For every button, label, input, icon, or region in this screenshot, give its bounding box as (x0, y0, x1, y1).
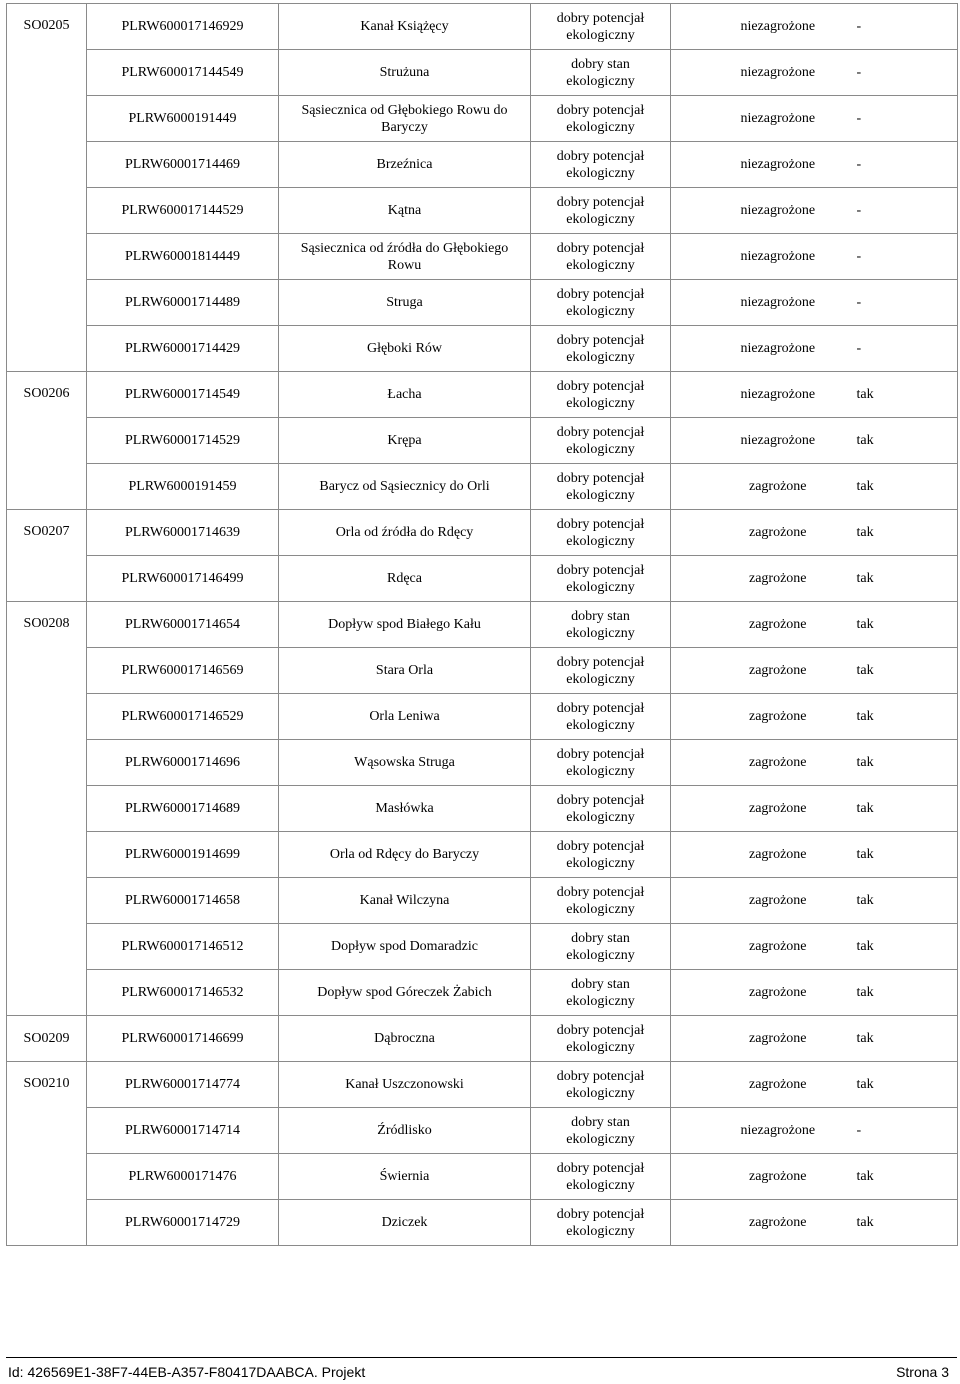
state-line-1: dobry potencjał (556, 700, 645, 716)
state-line-2: ekologiczny (566, 73, 635, 89)
water-body-code-cell: PLRW60001714639 (87, 510, 279, 556)
state-line-2: ekologiczny (566, 395, 635, 411)
ecological-state-cell (531, 326, 671, 372)
state-line-1: dobry potencjał (556, 1160, 645, 1176)
table-row (7, 326, 958, 372)
state-line-1: dobry potencjał (556, 10, 645, 26)
derogation-flag-cell: tak (857, 878, 958, 924)
state-line-2: ekologiczny (566, 1223, 635, 1239)
water-body-code-cell: PLRW60001714658 (87, 878, 279, 924)
ecological-state-cell (531, 372, 671, 418)
water-body-code-cell: PLRW60001714529 (87, 418, 279, 464)
state-line-2: ekologiczny (566, 533, 635, 549)
ecological-state-cell (531, 740, 671, 786)
derogation-flag-cell: tak (857, 1062, 958, 1108)
ecological-state-cell (531, 878, 671, 924)
risk-status-cell: niezagrożone (671, 50, 857, 96)
water-body-name-cell: Źródlisko (279, 1108, 531, 1154)
water-body-code-cell: PLRW600017144529 (87, 188, 279, 234)
table-row (7, 740, 958, 786)
water-body-code-cell: PLRW600017146699 (87, 1016, 279, 1062)
water-body-name-cell: Głęboki Rów (279, 326, 531, 372)
risk-status-cell: zagrożone (671, 878, 857, 924)
water-body-name-cell: Dąbroczna (279, 1016, 531, 1062)
state-line-2: ekologiczny (566, 1131, 635, 1147)
table-row (7, 510, 958, 556)
derogation-flag-cell: tak (857, 510, 958, 556)
group-code-cell: SO0210 (7, 1062, 87, 1246)
table-row (7, 280, 958, 326)
group-code-cell: SO0207 (7, 510, 87, 602)
water-body-name-cell: Barycz od Sąsiecznicy do Orli (279, 464, 531, 510)
table-row (7, 694, 958, 740)
risk-status-cell: niezagrożone (671, 280, 857, 326)
water-body-code-cell: PLRW600017146499 (87, 556, 279, 602)
water-body-name-cell: Dziczek (279, 1200, 531, 1246)
risk-status-cell: zagrożone (671, 1154, 857, 1200)
ecological-state-cell (531, 970, 671, 1016)
risk-status-cell: niezagrożone (671, 234, 857, 280)
ecological-state-cell (531, 280, 671, 326)
derogation-flag-cell: tak (857, 924, 958, 970)
table-row (7, 924, 958, 970)
water-body-name-cell: Strużuna (279, 50, 531, 96)
state-line-2: ekologiczny (566, 1085, 635, 1101)
risk-status-cell: niezagrożone (671, 1108, 857, 1154)
risk-status-cell: zagrożone (671, 970, 857, 1016)
state-line-1: dobry potencjał (556, 470, 645, 486)
derogation-flag-cell: tak (857, 740, 958, 786)
state-line-2: ekologiczny (566, 349, 635, 365)
water-body-code-cell: PLRW60001714774 (87, 1062, 279, 1108)
risk-status-cell: niezagrożone (671, 418, 857, 464)
derogation-flag-cell: tak (857, 648, 958, 694)
ecological-state-cell (531, 50, 671, 96)
water-bodies-table (6, 3, 958, 1246)
state-line-1: dobry potencjał (556, 102, 645, 118)
risk-status-cell: zagrożone (671, 510, 857, 556)
derogation-flag-cell: - (857, 234, 958, 280)
state-line-2: ekologiczny (566, 901, 635, 917)
water-body-code-cell: PLRW60001714729 (87, 1200, 279, 1246)
water-body-code-cell: PLRW6000191449 (87, 96, 279, 142)
state-line-2: ekologiczny (566, 579, 635, 595)
water-body-name-cell: Struga (279, 280, 531, 326)
group-code-cell: SO0206 (7, 372, 87, 510)
state-line-1: dobry stan (571, 1114, 630, 1130)
water-body-code-cell: PLRW6000191459 (87, 464, 279, 510)
state-line-2: ekologiczny (566, 763, 635, 779)
state-line-1: dobry potencjał (556, 424, 645, 440)
table-row (7, 1016, 958, 1062)
derogation-flag-cell: - (857, 188, 958, 234)
ecological-state-cell (531, 556, 671, 602)
water-body-name-cell: Orla Leniwa (279, 694, 531, 740)
risk-status-cell: zagrożone (671, 556, 857, 602)
state-line-2: ekologiczny (566, 487, 635, 503)
table-row (7, 4, 958, 50)
risk-status-cell: zagrożone (671, 832, 857, 878)
state-line-2: ekologiczny (566, 993, 635, 1009)
water-body-code-cell: PLRW60001714469 (87, 142, 279, 188)
ecological-state-cell (531, 694, 671, 740)
water-body-name-cell: Kanał Wilczyna (279, 878, 531, 924)
water-body-code-cell: PLRW600017144549 (87, 50, 279, 96)
state-line-1: dobry potencjał (556, 1022, 645, 1038)
ecological-state-cell (531, 234, 671, 280)
table-row (7, 1154, 958, 1200)
derogation-flag-cell: tak (857, 786, 958, 832)
derogation-flag-cell: tak (857, 832, 958, 878)
group-code-cell: SO0209 (7, 1016, 87, 1062)
state-line-1: dobry potencjał (556, 240, 645, 256)
derogation-flag-cell: tak (857, 1200, 958, 1246)
state-line-1: dobry potencjał (556, 332, 645, 348)
ecological-state-cell (531, 924, 671, 970)
water-body-code-cell: PLRW600017146512 (87, 924, 279, 970)
water-body-name-cell: Świernia (279, 1154, 531, 1200)
derogation-flag-cell: tak (857, 464, 958, 510)
water-body-code-cell: PLRW60001714689 (87, 786, 279, 832)
derogation-flag-cell: - (857, 4, 958, 50)
risk-status-cell: zagrożone (671, 648, 857, 694)
state-line-1: dobry potencjał (556, 516, 645, 532)
water-body-name-cell: Kątna (279, 188, 531, 234)
page-number: Strona 3 (896, 1364, 949, 1380)
water-body-code-cell: PLRW600017146569 (87, 648, 279, 694)
state-line-2: ekologiczny (566, 165, 635, 181)
table-row (7, 142, 958, 188)
state-line-2: ekologiczny (566, 809, 635, 825)
table-row (7, 50, 958, 96)
table-row (7, 602, 958, 648)
state-line-1: dobry potencjał (556, 378, 645, 394)
derogation-flag-cell: - (857, 50, 958, 96)
risk-status-cell: zagrożone (671, 740, 857, 786)
water-body-name-cell: Masłówka (279, 786, 531, 832)
risk-status-cell: zagrożone (671, 1200, 857, 1246)
group-code-cell: SO0205 (7, 4, 87, 372)
water-body-name-cell: Krępa (279, 418, 531, 464)
ecological-state-cell (531, 96, 671, 142)
derogation-flag-cell: - (857, 1108, 958, 1154)
table-row (7, 96, 958, 142)
ecological-state-cell (531, 648, 671, 694)
state-line-1: dobry potencjał (556, 1206, 645, 1222)
water-body-name-cell: Łacha (279, 372, 531, 418)
ecological-state-cell (531, 4, 671, 50)
state-line-1: dobry stan (571, 930, 630, 946)
state-line-1: dobry potencjał (556, 148, 645, 164)
risk-status-cell: zagrożone (671, 1016, 857, 1062)
table-row (7, 234, 958, 280)
water-body-name-cell: Kanał Uszczonowski (279, 1062, 531, 1108)
water-body-code-cell: PLRW600017146532 (87, 970, 279, 1016)
state-line-1: dobry potencjał (556, 746, 645, 762)
state-line-2: ekologiczny (566, 1177, 635, 1193)
water-body-name-cell: Orla od Rdęcy do Baryczy (279, 832, 531, 878)
state-line-1: dobry potencjał (556, 1068, 645, 1084)
state-line-2: ekologiczny (566, 671, 635, 687)
water-body-code-cell: PLRW60001714696 (87, 740, 279, 786)
derogation-flag-cell: tak (857, 970, 958, 1016)
water-body-code-cell: PLRW60001714489 (87, 280, 279, 326)
risk-status-cell: zagrożone (671, 1062, 857, 1108)
state-line-2: ekologiczny (566, 855, 635, 871)
risk-status-cell: niezagrożone (671, 142, 857, 188)
water-body-name-cell: Kanał Książęcy (279, 4, 531, 50)
state-line-1: dobry potencjał (556, 654, 645, 670)
state-line-1: dobry stan (571, 608, 630, 624)
state-line-2: ekologiczny (566, 947, 635, 963)
water-body-code-cell: PLRW60001714549 (87, 372, 279, 418)
state-line-1: dobry potencjał (556, 792, 645, 808)
ecological-state-cell (531, 1108, 671, 1154)
table-row (7, 418, 958, 464)
derogation-flag-cell: tak (857, 556, 958, 602)
derogation-flag-cell: - (857, 142, 958, 188)
table-row (7, 1108, 958, 1154)
ecological-state-cell (531, 1016, 671, 1062)
table-row (7, 1062, 958, 1108)
table-row (7, 464, 958, 510)
table-row (7, 878, 958, 924)
table-row (7, 832, 958, 878)
table-row (7, 786, 958, 832)
risk-status-cell: zagrożone (671, 464, 857, 510)
derogation-flag-cell: tak (857, 602, 958, 648)
risk-status-cell: niezagrożone (671, 326, 857, 372)
risk-status-cell: niezagrożone (671, 372, 857, 418)
state-line-2: ekologiczny (566, 441, 635, 457)
ecological-state-cell (531, 1200, 671, 1246)
water-body-name-cell: Sąsiecznica od źródła do Głębokiego Rowu (279, 234, 531, 280)
state-line-1: dobry potencjał (556, 286, 645, 302)
water-body-name-cell: Dopływ spod Domaradzic (279, 924, 531, 970)
ecological-state-cell (531, 188, 671, 234)
table-row (7, 970, 958, 1016)
water-body-name-cell: Wąsowska Struga (279, 740, 531, 786)
risk-status-cell: zagrożone (671, 786, 857, 832)
water-body-name-cell: Stara Orla (279, 648, 531, 694)
state-line-2: ekologiczny (566, 119, 635, 135)
state-line-2: ekologiczny (566, 625, 635, 641)
ecological-state-cell (531, 1062, 671, 1108)
group-code-cell: SO0208 (7, 602, 87, 1016)
ecological-state-cell (531, 602, 671, 648)
derogation-flag-cell: - (857, 280, 958, 326)
risk-status-cell: niezagrożone (671, 96, 857, 142)
water-body-code-cell: PLRW600017146529 (87, 694, 279, 740)
ecological-state-cell (531, 418, 671, 464)
document-id: Id: 426569E1-38F7-44EB-A357-F80417DAABCA. Projekt (8, 1364, 366, 1380)
state-line-1: dobry potencjał (556, 884, 645, 900)
water-body-code-cell: PLRW60001714714 (87, 1108, 279, 1154)
table-row (7, 372, 958, 418)
risk-status-cell: niezagrożone (671, 188, 857, 234)
water-body-code-cell: PLRW60001914699 (87, 832, 279, 878)
derogation-flag-cell: tak (857, 418, 958, 464)
state-line-1: dobry potencjał (556, 194, 645, 210)
table-body (7, 4, 958, 1246)
state-line-2: ekologiczny (566, 303, 635, 319)
state-line-1: dobry potencjał (556, 562, 645, 578)
water-body-code-cell: PLRW60001714654 (87, 602, 279, 648)
risk-status-cell: zagrożone (671, 602, 857, 648)
ecological-state-cell (531, 142, 671, 188)
state-line-2: ekologiczny (566, 27, 635, 43)
water-body-name-cell: Dopływ spod Góreczek Żabich (279, 970, 531, 1016)
state-line-1: dobry stan (571, 976, 630, 992)
state-line-2: ekologiczny (566, 257, 635, 273)
ecological-state-cell (531, 464, 671, 510)
table-row (7, 188, 958, 234)
derogation-flag-cell: - (857, 326, 958, 372)
water-body-code-cell: PLRW600017146929 (87, 4, 279, 50)
water-body-code-cell: PLRW60001714429 (87, 326, 279, 372)
table-row (7, 556, 958, 602)
page-footer (6, 1357, 957, 1382)
state-line-2: ekologiczny (566, 211, 635, 227)
ecological-state-cell (531, 510, 671, 556)
table-row (7, 648, 958, 694)
risk-status-cell: zagrożone (671, 924, 857, 970)
state-line-2: ekologiczny (566, 1039, 635, 1055)
risk-status-cell: zagrożone (671, 694, 857, 740)
ecological-state-cell (531, 1154, 671, 1200)
derogation-flag-cell: tak (857, 372, 958, 418)
water-body-name-cell: Rdęca (279, 556, 531, 602)
derogation-flag-cell: tak (857, 1154, 958, 1200)
derogation-flag-cell: tak (857, 694, 958, 740)
state-line-1: dobry potencjał (556, 838, 645, 854)
risk-status-cell: niezagrożone (671, 4, 857, 50)
water-body-name-cell: Orla od źródła do Rdęcy (279, 510, 531, 556)
derogation-flag-cell: - (857, 96, 958, 142)
ecological-state-cell (531, 832, 671, 878)
water-body-code-cell: PLRW6000171476 (87, 1154, 279, 1200)
water-body-name-cell: Dopływ spod Białego Kału (279, 602, 531, 648)
ecological-state-cell (531, 786, 671, 832)
state-line-2: ekologiczny (566, 717, 635, 733)
water-body-name-cell: Sąsiecznica od Głębokiego Rowu do Baryczy (279, 96, 531, 142)
water-body-name-cell: Brzeźnica (279, 142, 531, 188)
state-line-1: dobry stan (571, 56, 630, 72)
table-row (7, 1200, 958, 1246)
water-body-code-cell: PLRW60001814449 (87, 234, 279, 280)
derogation-flag-cell: tak (857, 1016, 958, 1062)
